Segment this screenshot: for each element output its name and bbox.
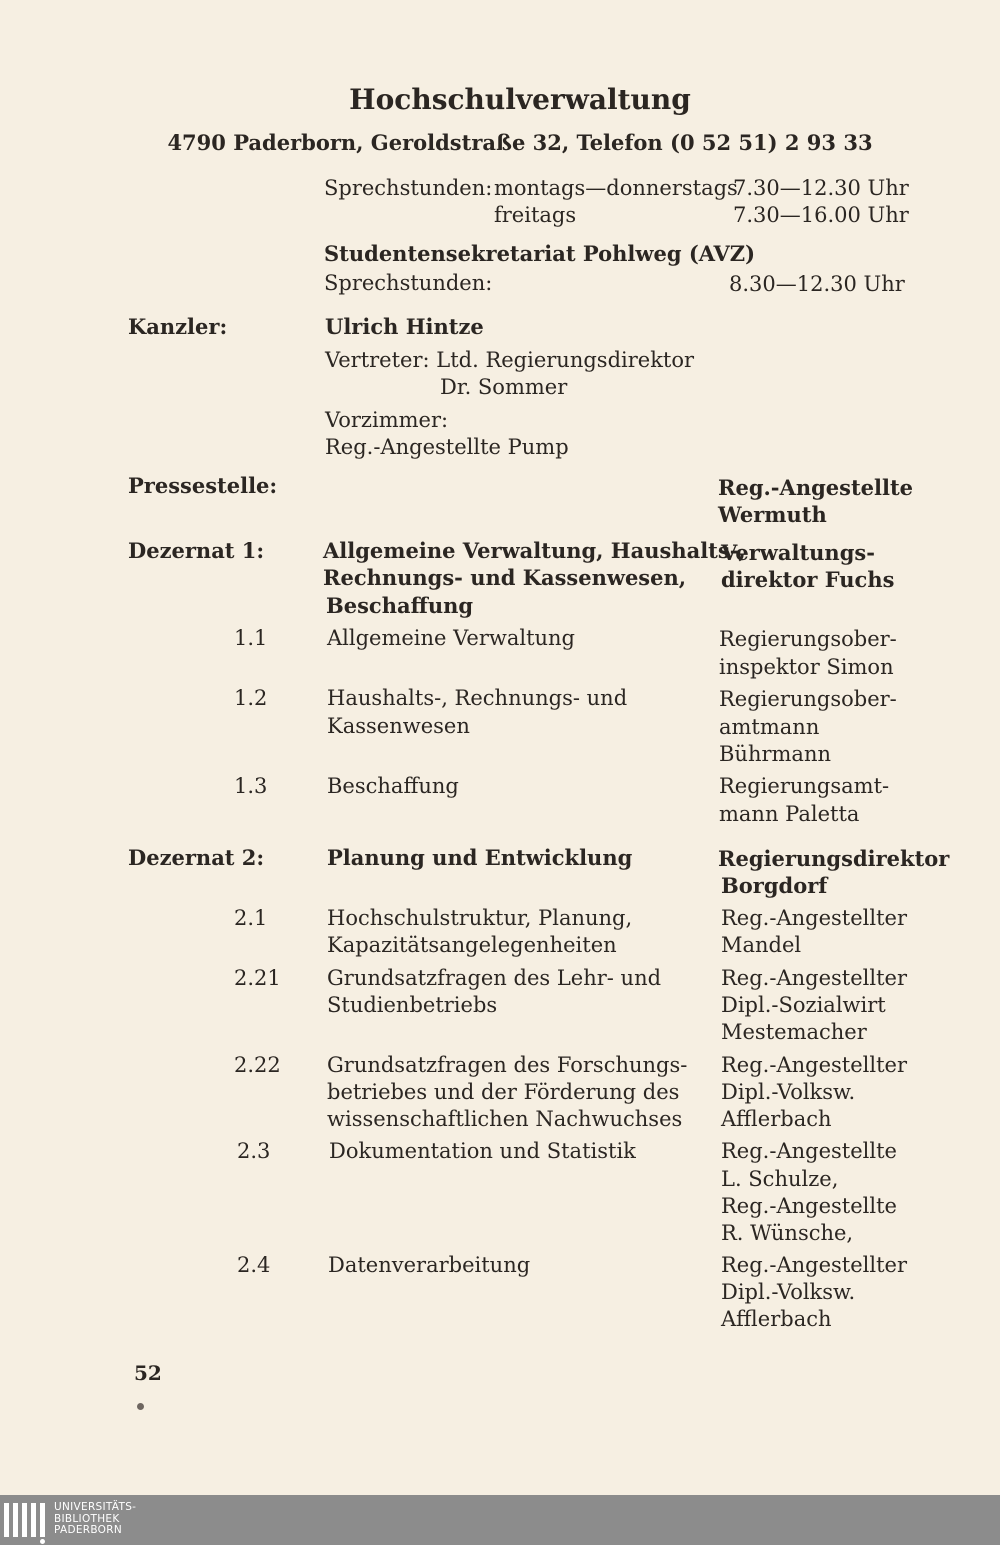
section-title-line: betriebes und der Förderung des xyxy=(327,1080,680,1104)
section-person-line: Dipl.-Volksw. xyxy=(721,1080,856,1104)
section-person-line: Afflerbach xyxy=(721,1107,832,1131)
student-office-heading: Studentensekretariat Pohlweg (AVZ) xyxy=(324,241,756,266)
presse-person-line2: Wermuth xyxy=(718,502,827,527)
dezernat1-title-line1: Allgemeine Verwaltung, Haushalts-, xyxy=(323,538,746,563)
section-number: 1.1 xyxy=(234,626,268,650)
section-person-line: Mestemacher xyxy=(721,1020,867,1044)
dezernat1-title-line2: Rechnungs- und Kassenwesen, xyxy=(323,565,687,590)
section-person-line: Reg.-Angestellter xyxy=(721,906,907,930)
library-logo-icon xyxy=(4,1503,48,1537)
section-number: 1.3 xyxy=(234,774,268,798)
ink-dot xyxy=(137,1403,144,1410)
section-title-line: wissenschaftlichen Nachwuchses xyxy=(327,1107,683,1131)
kanzler-deputy-line2: Dr. Sommer xyxy=(440,375,568,399)
section-person-line: Reg.-Angestellter xyxy=(721,966,907,990)
section-person-line: Reg.-Angestellter xyxy=(721,1253,907,1277)
section-number: 2.3 xyxy=(237,1139,271,1163)
hours-days-1: montags—donnerstags xyxy=(494,176,738,200)
dezernat2-label: Dezernat 2: xyxy=(128,845,265,870)
library-name-line: UNIVERSITÄTS- xyxy=(54,1501,137,1513)
section-person-line: Dipl.-Volksw. xyxy=(721,1280,856,1304)
section-person-line: Reg.-Angestellte xyxy=(721,1194,897,1218)
section-person-line: amtmann xyxy=(719,715,820,739)
section-title-line: Allgemeine Verwaltung xyxy=(327,626,576,650)
section-title-line: Kapazitätsangelegenheiten xyxy=(327,933,617,957)
hours-label: Sprechstunden: xyxy=(324,176,493,200)
section-person-line: R. Wünsche, xyxy=(721,1221,854,1245)
presse-label: Pressestelle: xyxy=(128,473,278,498)
hours-time-2: 7.30—16.00 Uhr xyxy=(733,203,909,227)
section-title-line: Haushalts-, Rechnungs- und xyxy=(327,686,628,710)
section-number: 2.22 xyxy=(234,1053,281,1077)
library-footer-bar xyxy=(0,1495,1000,1545)
section-title-line: Grundsatzfragen des Lehr- und xyxy=(327,966,662,990)
library-name-line: PADERBORN xyxy=(54,1524,122,1536)
section-number: 2.1 xyxy=(234,906,268,930)
section-title-line: Datenverarbeitung xyxy=(328,1253,531,1277)
library-name-line: BIBLIOTHEK xyxy=(54,1512,120,1525)
section-number: 1.2 xyxy=(234,686,268,710)
student-hours-label: Sprechstunden: xyxy=(324,271,493,295)
section-number: 2.21 xyxy=(234,966,281,990)
kanzler-office-label: Vorzimmer: xyxy=(325,408,449,432)
section-person-line: Reg.-Angestellte xyxy=(721,1139,897,1163)
section-title-line: Beschaffung xyxy=(327,774,459,798)
section-person-line: Regierungsober- xyxy=(719,627,897,651)
section-person-line: inspektor Simon xyxy=(719,655,894,679)
hours-time-1: 7.30—12.30 Uhr xyxy=(733,176,909,200)
page-number: 52 xyxy=(134,1361,162,1385)
kanzler-name: Ulrich Hintze xyxy=(325,314,484,339)
dezernat2-head-line2: Borgdorf xyxy=(721,873,828,898)
section-title-line: Studienbetriebs xyxy=(327,993,498,1017)
section-person-line: L. Schulze, xyxy=(721,1167,839,1191)
section-title-line: Grundsatzfragen des Forschungs- xyxy=(327,1053,688,1077)
section-person-line: Regierungsamt- xyxy=(719,774,890,798)
kanzler-office-name: Reg.-Angestellte Pump xyxy=(325,435,569,459)
hours-days-2: freitags xyxy=(494,203,577,227)
section-title-line: Kassenwesen xyxy=(327,714,470,738)
section-person-line: Reg.-Angestellter xyxy=(721,1053,907,1077)
dezernat1-head-line1: Verwaltungs- xyxy=(721,540,875,565)
page-title: Hochschulverwaltung xyxy=(349,83,691,116)
address-line: 4790 Paderborn, Geroldstraße 32, Telefon (0 52 51) 2 93 33 xyxy=(167,130,873,155)
dezernat1-label: Dezernat 1: xyxy=(128,538,265,563)
section-person-line: Dipl.-Sozialwirt xyxy=(721,993,886,1017)
student-hours-time: 8.30—12.30 Uhr xyxy=(729,272,905,296)
dezernat2-head-line1: Regierungsdirektor xyxy=(718,846,950,871)
section-person-line: Bührmann xyxy=(719,742,832,766)
section-title-line: Dokumentation und Statistik xyxy=(329,1139,636,1163)
library-name xyxy=(54,1502,136,1537)
presse-person-line1: Reg.-Angestellte xyxy=(718,475,914,500)
section-person-line: Mandel xyxy=(721,933,802,957)
section-person-line: Regierungsober- xyxy=(719,687,897,711)
kanzler-label: Kanzler: xyxy=(128,314,228,339)
dezernat1-head-line2: direktor Fuchs xyxy=(721,567,895,592)
section-person-line: mann Paletta xyxy=(719,802,860,826)
section-number: 2.4 xyxy=(237,1253,271,1277)
dezernat1-title-line3: Beschaffung xyxy=(326,593,474,618)
section-title-line: Hochschulstruktur, Planung, xyxy=(327,906,633,930)
section-person-line: Afflerbach xyxy=(721,1307,832,1331)
kanzler-deputy-line1: Vertreter: Ltd. Regierungsdirektor xyxy=(325,348,695,372)
dezernat2-title: Planung und Entwicklung xyxy=(327,845,633,870)
